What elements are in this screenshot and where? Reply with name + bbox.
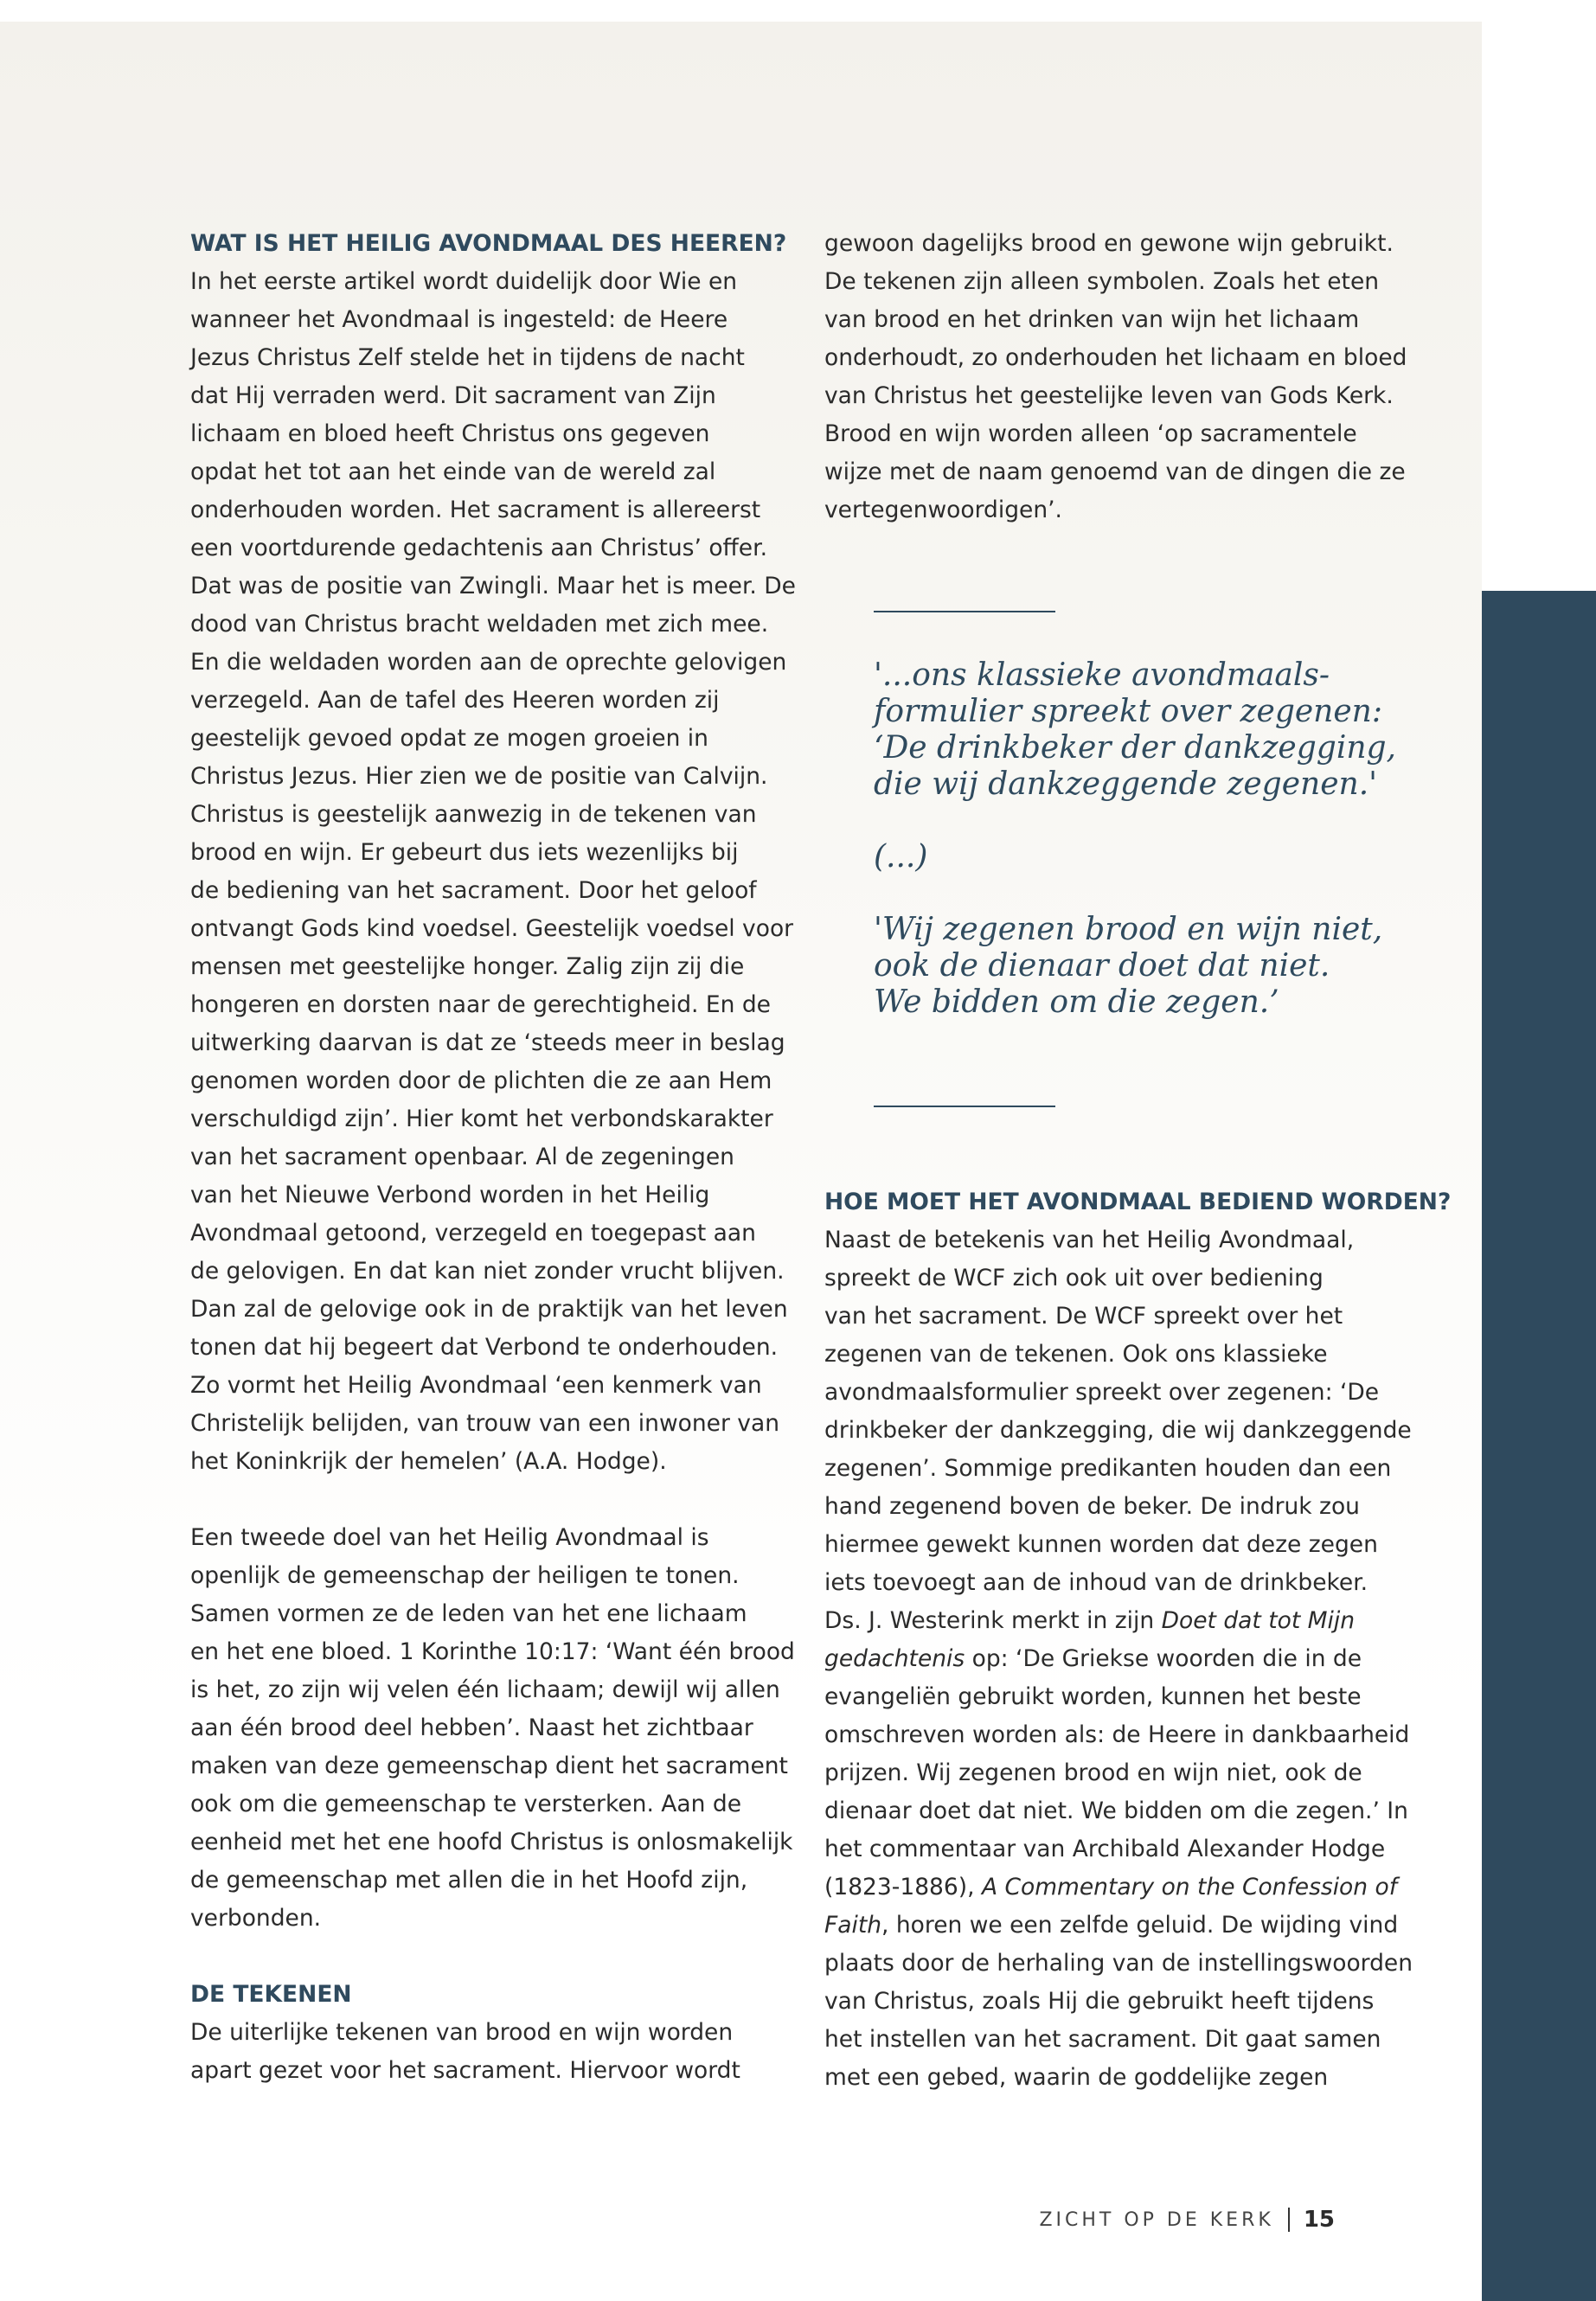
text-line [824, 1221, 1413, 1259]
text-line: De tekenen zijn alleen symbolen. Zoals het eten [824, 268, 1380, 295]
text-segment: spreekt de WCF zich ook uit over bediening [824, 1265, 1324, 1292]
text-line [824, 1412, 1413, 1450]
text-segment: op: ‘De Griekse woorden die in de [965, 1645, 1362, 1672]
italic-title: Doet dat tot Mijn [1161, 1607, 1356, 1634]
text-segment: zegenen’. Sommige predikanten houden dan een [824, 1455, 1392, 1482]
paragraph-gap [190, 1481, 779, 1519]
page-number: 15 [1303, 2207, 1335, 2233]
text-line: apart gezet voor het sacrament. Hiervoor wordt [190, 2057, 740, 2084]
text-line: Brood en wijn worden alleen ‘op sacramentele [824, 420, 1357, 447]
quote-line: formulier spreekt over zegenen: [874, 694, 1382, 729]
text-line: Christelijk belijden, van trouw van een inwoner van [190, 1410, 779, 1437]
paragraph-gap [190, 1938, 779, 1976]
publication-name: ZICHT OP DE KERK [1039, 2208, 1274, 2231]
page-footer [1039, 2207, 1335, 2233]
text-line: van het sacrament openbaar. Al de zegeningen [190, 1144, 734, 1170]
text-line: van brood en het drinken van wijn het lichaam [824, 306, 1360, 333]
text-line: Jezus Christus Zelf stelde het in tijdens de nacht [190, 344, 745, 371]
text-segment: HOE MOET HET AVONDMAAL BEDIEND WORDEN? [824, 1189, 1452, 1215]
text-segment: het instellen van het sacrament. Dit gaat samen [824, 2026, 1381, 2053]
text-line [824, 1983, 1413, 2021]
text-line [824, 2059, 1413, 2097]
text-segment: prijzen. Wij zegenen brood en wijn niet, ook de [824, 1759, 1362, 1786]
text-line: verzegeld. Aan de tafel des Heeren worden zij [190, 687, 720, 714]
quote-line: ook de dienaar doet dat niet. [874, 948, 1330, 984]
text-line: van het Nieuwe Verbond worden in het Heilig [190, 1182, 710, 1208]
italic-title: A Commentary on the Confession of [981, 1874, 1398, 1900]
text-line: wanneer het Avondmaal is ingesteld: de Heere [190, 306, 728, 333]
text-line: brood en wijn. Er gebeurt dus iets wezenlijks bij [190, 839, 739, 866]
text-line [824, 1716, 1413, 1754]
text-line [824, 1336, 1413, 1374]
text-line: tonen dat hij begeert dat Verbond te onderhouden. [190, 1334, 779, 1361]
text-line: de gemeenschap met allen die in het Hoofd zijn, [190, 1867, 748, 1894]
text-segment: omschreven worden als: de Heere in dankbaarheid [824, 1721, 1410, 1748]
text-line: ontvangt Gods kind voedsel. Geestelijk voedsel voor [190, 915, 794, 942]
quote-line: ‘De drinkbeker der dankzegging, [874, 730, 1397, 766]
text-line [824, 1298, 1413, 1336]
text-line: In het eerste artikel wordt duidelijk door Wie en [190, 268, 738, 295]
text-line: Zo vormt het Heilig Avondmaal ‘een kenmerk van [190, 1372, 762, 1399]
text-line: maken van deze gemeenschap dient het sacrament [190, 1753, 788, 1779]
text-line: Christus Jezus. Hier zien we de positie van Calvijn. [190, 763, 768, 790]
text-segment: drinkbeker der dankzegging, die wij dankzeggende [824, 1417, 1412, 1444]
left-text-column [190, 225, 796, 2090]
text-line: Dat was de positie van Zwingli. Maar het is meer. De [190, 573, 796, 599]
text-line: het Koninkrijk der hemelen’ (A.A. Hodge). [190, 1448, 667, 1475]
text-line: hongeren en dorsten naar de gerechtigheid. En de [190, 991, 771, 1018]
text-segment: Naast de betekenis van het Heilig Avondmaal, [824, 1227, 1355, 1253]
section-heading: WAT IS HET HEILIG AVONDMAAL DES HEEREN? [190, 230, 787, 257]
text-segment: , horen we een zelfde geluid. De wijding vind [881, 1912, 1399, 1939]
text-line: Een tweede doel van het Heilig Avondmaal is [190, 1524, 709, 1551]
magazine-page [0, 22, 1482, 2281]
side-accent-bar [1482, 591, 1596, 2301]
italic-title: gedachtenis [824, 1645, 965, 1672]
text-segment: hand zegenend boven de beker. De indruk zou [824, 1493, 1360, 1520]
text-line: dat Hij verraden werd. Dit sacrament van Zijn [190, 382, 716, 409]
quote-line: 'Wij zegenen brood en wijn niet, [874, 912, 1383, 947]
right-column-intro [824, 225, 1413, 529]
text-line: onderhoudt, zo onderhouden het lichaam en bloed [824, 344, 1407, 371]
right-text-column [824, 225, 1452, 2091]
text-line [824, 1830, 1413, 1868]
text-line: geestelijk gevoed opdat ze mogen groeien in [190, 725, 708, 752]
text-line: wijze met de naam genoemd van de dingen die ze [824, 458, 1406, 485]
text-line [824, 1564, 1413, 1602]
quote-rule-bottom [874, 1106, 1055, 1107]
quote-line [874, 875, 1358, 912]
text-segment: (1823-1886), [824, 1874, 982, 1900]
text-line: lichaam en bloed heeft Christus ons gegeven [190, 420, 710, 447]
text-segment: zegenen van de tekenen. Ook ons klassieke [824, 1341, 1328, 1368]
text-line [824, 1450, 1413, 1488]
italic-title: Faith [824, 1912, 882, 1939]
text-line [824, 1754, 1413, 1792]
text-segment: van het sacrament. De WCF spreekt over het [824, 1303, 1343, 1330]
text-line: Samen vormen ze de leden van het ene lichaam [190, 1600, 747, 1627]
quote-line: (...) [874, 839, 928, 875]
text-line: opdat het tot aan het einde van de wereld zal [190, 458, 716, 485]
text-segment: het commentaar van Archibald Alexander Hodge [824, 1836, 1386, 1862]
right-column-section [824, 1183, 1452, 2097]
text-line: is het, zo zijn wij velen één lichaam; dewijl wij allen [190, 1676, 780, 1703]
text-line: Dan zal de gelovige ook in de praktijk van het leven [190, 1296, 788, 1323]
text-line [824, 1945, 1413, 1983]
text-line: en het ene bloed. 1 Korinthe 10:17: ‘Want één brood [190, 1638, 795, 1665]
section-heading: DE TEKENEN [190, 1981, 352, 2008]
text-line: mensen met geestelijke honger. Zalig zijn zij die [190, 953, 745, 980]
text-line: vertegenwoordigen’. [824, 497, 1062, 523]
text-line [824, 1868, 1413, 1907]
quote-line [874, 803, 1358, 839]
text-line: En die weldaden worden aan de oprechte gelovigen [190, 649, 787, 676]
text-line: ook om die gemeenschap te versterken. Aan de [190, 1791, 742, 1817]
text-line [824, 1374, 1413, 1412]
text-line [824, 1678, 1413, 1716]
text-segment: iets toevoegt aan de inhoud van de drinkbeker. [824, 1569, 1368, 1596]
text-line: uitwerking daarvan is dat ze ‘steeds meer in beslag [190, 1029, 785, 1056]
text-line: openlijk de gemeenschap der heiligen te tonen. [190, 1562, 740, 1589]
text-line: verschuldigd zijn’. Hier komt het verbondskarakter [190, 1106, 773, 1132]
text-line: Christus is geestelijk aanwezig in de tekenen van [190, 801, 757, 828]
text-line: van Christus het geestelijke leven van Gods Kerk. [824, 382, 1394, 409]
quote-line: die wij dankzeggende zegenen.' [874, 766, 1378, 802]
text-line: de gelovigen. En dat kan niet zonder vrucht blijven. [190, 1258, 785, 1285]
text-line: de bediening van het sacrament. Door het geloof [190, 877, 757, 904]
text-line: dood van Christus bracht weldaden met zich mee. [190, 611, 769, 638]
text-line [824, 1602, 1413, 1640]
pull-quote [874, 657, 1397, 1021]
text-line [824, 2021, 1413, 2059]
text-line: onderhouden worden. Het sacrament is allereerst [190, 497, 761, 523]
text-segment: plaats door de herhaling van de instellingswoorden [824, 1950, 1413, 1977]
text-segment: met een gebed, waarin de goddelijke zegen [824, 2064, 1329, 2091]
text-segment: van Christus, zoals Hij die gebruikt heeft tijdens [824, 1988, 1375, 2015]
text-line [824, 1640, 1413, 1678]
text-segment: Ds. J. Westerink merkt in zijn [824, 1607, 1162, 1634]
text-segment: hiermee gewekt kunnen worden dat deze zegen [824, 1531, 1378, 1558]
text-line: De uiterlijke tekenen van brood en wijn worden [190, 2019, 734, 2046]
text-line: eenheid met het ene hoofd Christus is onlosmakelijk [190, 1829, 793, 1856]
quote-line: '...ons klassieke avondmaals- [874, 657, 1330, 693]
text-line [824, 1526, 1413, 1564]
text-line: aan één brood deel hebben’. Naast het zichtbaar [190, 1715, 753, 1741]
text-line [824, 1907, 1413, 1945]
quote-line: We bidden om die zegen.’ [874, 984, 1279, 1020]
text-line [824, 1488, 1413, 1526]
text-segment: evangeliën gebruikt worden, kunnen het beste [824, 1683, 1362, 1710]
text-line [824, 1792, 1413, 1830]
text-line: Avondmaal getoond, verzegeld en toegepast aan [190, 1220, 756, 1247]
text-segment: dienaar doet dat niet. We bidden om die zegen.’ In [824, 1798, 1408, 1824]
text-line: genomen worden door de plichten die ze aan Hem [190, 1067, 772, 1094]
section-heading [824, 1183, 1452, 1221]
text-line: verbonden. [190, 1905, 322, 1932]
text-line: gewoon dagelijks brood en gewone wijn gebruikt. [824, 230, 1394, 257]
text-line: een voortdurende gedachtenis aan Christus’ offer. [190, 535, 767, 561]
footer-divider [1288, 2208, 1290, 2232]
text-segment: avondmaalsformulier spreekt over zegenen: ‘De [824, 1379, 1380, 1406]
quote-rule-top [874, 611, 1055, 612]
text-line [824, 1259, 1413, 1298]
